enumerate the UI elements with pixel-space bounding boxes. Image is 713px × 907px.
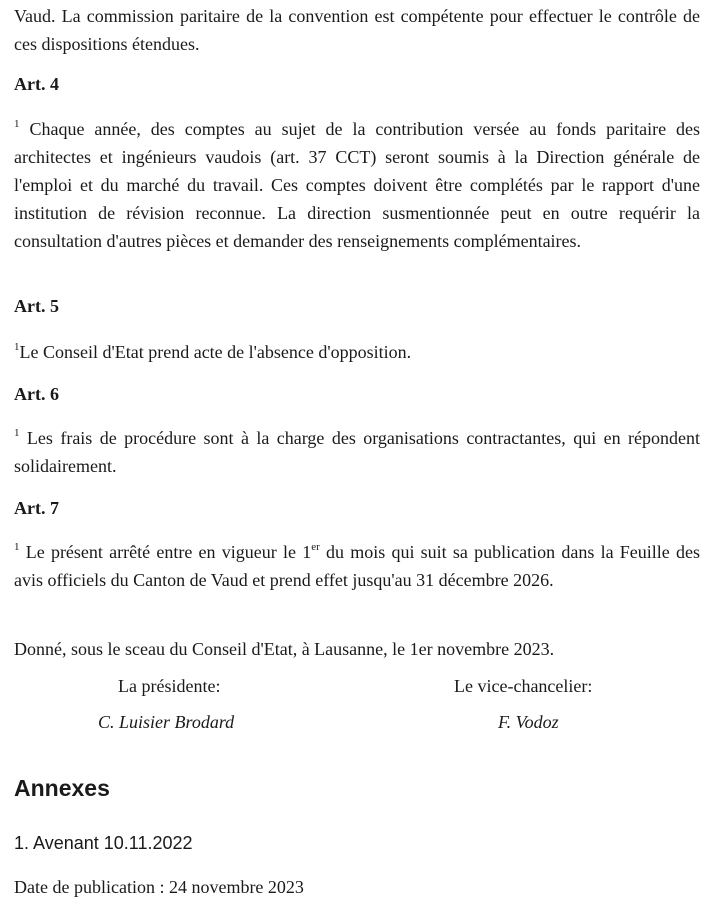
article-5-paragraph-number: 1 — [14, 341, 20, 353]
article-7-ordinal-suffix: er — [311, 541, 320, 553]
publication-date: Date de publication : 24 novembre 2023 — [14, 877, 304, 897]
article-7-paragraph-number: 1 — [14, 541, 20, 553]
article-7-body-end: du mois qui suit sa publication dans la Feuille des avis officiels du Canton de Vaud et prend effet jusqu'au 31 décembre 2026. — [14, 542, 701, 590]
left-signatory-name: C. Luisier Brodard — [98, 712, 235, 732]
article-7-body-start: Le présent arrêté entre en vigueur le 1 — [19, 542, 312, 562]
article-7-title: Art. 7 — [14, 498, 59, 518]
annexes-heading: Annexes — [14, 775, 110, 801]
intro-paragraph: Vaud. La commission paritaire de la convention est compétente pour effectuer le contrôle de ces dispositions étendues. — [14, 6, 700, 54]
right-signatory-label: Le vice-chancelier: — [454, 676, 593, 696]
article-4-paragraph-number: 1 — [14, 118, 20, 130]
article-4-body: Chaque année, des comptes au sujet de la contribution versée au fonds paritaire des architectes et ingénieurs vaudois (art. 37 CCT) seront soumis à la Direction générale de l'emploi et du marché du travail. Ces comptes doivent être complétés par le rapport d'une institution de révision reconnue. La direction susmentionnée peut en outre requérir la consultation d'autres pièces et demander des renseignements complémentaires. — [14, 119, 700, 251]
article-5-body: Le Conseil d'Etat prend acte de l'absence d'opposition. — [19, 342, 412, 362]
article-5-text — [14, 338, 700, 366]
article-4-title: Art. 4 — [14, 74, 59, 94]
right-signatory-name: F. Vodoz — [498, 712, 559, 732]
article-5-title: Art. 5 — [14, 296, 59, 316]
left-signatory-label: La présidente: — [118, 676, 221, 696]
article-6-title: Art. 6 — [14, 384, 59, 404]
article-4-text — [14, 115, 700, 255]
article-7-text — [14, 538, 700, 594]
annex-item-1[interactable]: 1. Avenant 10.11.2022 — [14, 833, 193, 853]
article-6-text — [14, 424, 700, 480]
article-6-paragraph-number: 1 — [14, 427, 20, 439]
article-6-body: Les frais de procédure sont à la charge des organisations contractantes, qui en répondent solidairement. — [14, 428, 700, 476]
given-statement: Donné, sous le sceau du Conseil d'Etat, à Lausanne, le 1er novembre 2023. — [14, 639, 555, 659]
